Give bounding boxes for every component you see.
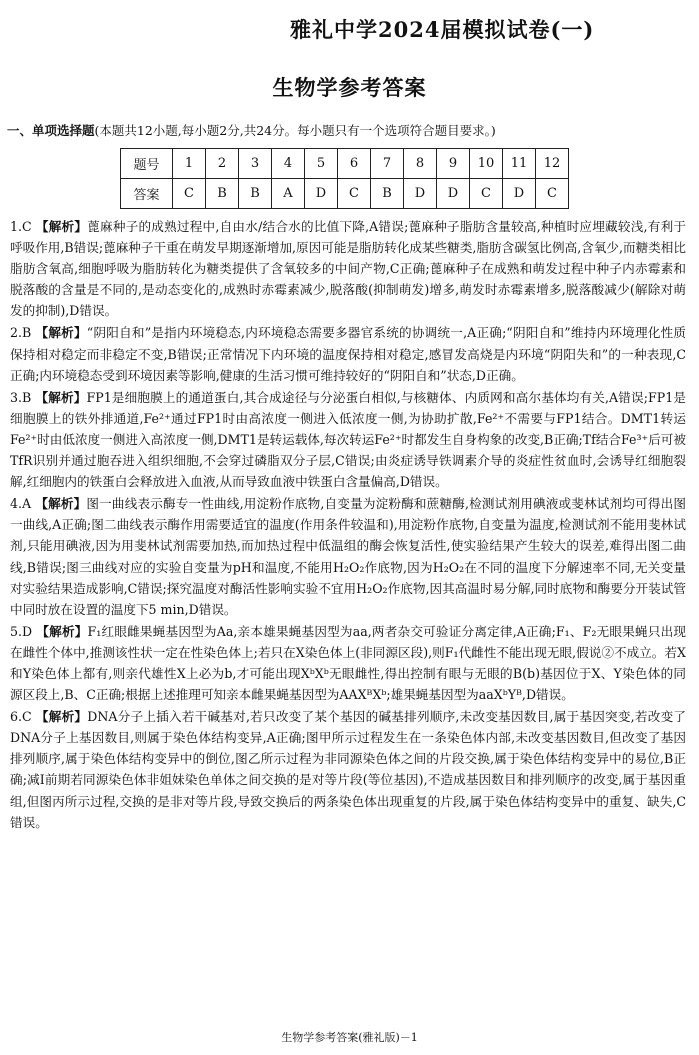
analysis-tag: 【解析】	[35, 325, 87, 341]
analysis-tag: 【解析】	[35, 496, 87, 512]
number-cell: 5	[305, 149, 338, 179]
section-instructions: (本题共12小题,每小题2分,共24分。每小题只有一个选项符合题目要求。)	[94, 123, 496, 138]
explanation-item-1	[10, 216, 686, 321]
item-prefix: 1.C	[10, 219, 32, 234]
item-prefix: 5.D	[10, 623, 33, 639]
analysis-tag: 【解析】	[35, 219, 88, 234]
number-cell: 3	[239, 149, 272, 179]
analysis-tag: 【解析】	[36, 623, 88, 639]
explanation-item-5	[10, 621, 686, 705]
answer-cell: B	[206, 179, 239, 209]
answer-cell: D	[305, 179, 338, 209]
item-text: 图一曲线表示酶专一性曲线,用淀粉作底物,自变量为淀粉酶和蔗糖酶,检测试剂用碘液或斐林试剂均可得出图一曲线,A正确;图二曲线表示酶作用需要适宜的温度(作用条件较温和),用淀粉作底物,自变量为温度,检测试剂不能用斐林试剂,只能用碘液,因为用斐林试剂需要加热,而加热过程中低温组的酶会恢复活性,使实验结果产生较大的误差,难得出图二曲线,B错误;图三曲线对应的实验自变量为pH和温度,不能用H₂O₂作底物,因为H₂O₂在不同的温度下分解速率不同,无关变量对实验结果造成影响,C错误;探究温度对酶活性影响实验不宜用H₂O₂作底物,因其高温时易分解,同时底物和酶要分开装试管中同时放在设置的温度下5 min,D错误。	[10, 496, 687, 617]
question-number-row	[121, 149, 569, 179]
answer-cell: D	[503, 179, 536, 209]
answer-row	[121, 179, 569, 209]
answer-cell: C	[173, 179, 206, 209]
item-prefix: 3.B	[10, 389, 32, 405]
item-text: 蓖麻种子的成熟过程中,自由水/结合水的比值下降,A错误;蓖麻种子脂肪含量较高,种植时应埋藏较浅,有利于呼吸作用,B错误;蓖麻种子干重在萌发早期逐渐增加,原因可能是脂肪转化成某些糖类,脂肪含碳氢比例高,含氧少,而糖类相比脂肪含氧高,细胞呼吸为脂肪转化为糖类提供了含氧较多的中间产物,C正确;蓖麻种子在成熟和萌发过程中种子内赤霉素和脱落酸的含量是不同的,是动态变化的,成熟时赤霉素减少,脱落酸(抑制萌发)增多,萌发时赤霉素增多,脱落酸减少(解除对萌发的抑制),D错误。	[10, 219, 686, 319]
answer-cell: C	[536, 179, 569, 209]
row-header-answer: 答案	[121, 179, 173, 209]
item-text: DNA分子上插入若干碱基对,若只改变了某个基因的碱基排列顺序,未改变基因数目,属于基因突变,若改变了DNA分子上基因数目,则属于染色体结构变异,A正确;图甲所示过程发生在一条染色体内部,未改变基因数目,但改变了基因排列顺序,属于染色体结构变异中的倒位,图乙所示过程为非同源染色体之间的片段交换,属于染色体结构变异中的易位,B正确;减Ⅰ前期若同源染色体非姐妹染色单体之间交换的是对等片段(等位基因),不造成基因数目和排列顺序的改变,属于基因重组,但图丙所示过程,交换的是非对等片段,导致交换后的两条染色体出现重复的片段,属于染色体结构变异中的重复、缺失,C错误。	[10, 709, 686, 830]
answer-cell: A	[272, 179, 305, 209]
number-cell: 2	[206, 149, 239, 179]
number-cell: 4	[272, 149, 305, 179]
number-cell: 8	[404, 149, 437, 179]
item-text: “阴阳自和”是指内环境稳态,内环境稳态需要多器官系统的协调统一,A正确;“阴阳自和”维持内环境理化性质保持相对稳定而非稳定不变,B错误;正常情况下内环境的温度保持相对稳定,感冒发高烧是内环境“阴阳失和”的一种表现,C正确;内环境稳态受到环境因素等影响,健康的生活习惯可维持较好的“阴阳自和”状态,D正确。	[10, 325, 686, 383]
answer-cell: C	[338, 179, 371, 209]
page-footer: 生物学参考答案(雅礼版)－1	[281, 1031, 418, 1044]
item-text: F₁红眼雌果蝇基因型为Aa,亲本雄果蝇基因型为aa,两者杂交可验证分离定律,A正确;F₁、F₂无眼果蝇只出现在雌性个体中,推测该性状一定在性染色体上;若只在X染色体上(非同源区段),则F₁代雌性不能出现无眼,假说②不成立。若X和Y染色体上都有,则亲代雄性X上必为b,才可能出现XᵇXᵇ无眼雌性,得出控制有眼与无眼的B(b)基因位于X、Y染色体的同源区段上,B、C正确;根据上述推理可知亲本雌果蝇基因型为AAXᴮXᵇ;雄果蝇基因型为aaXᵇYᴮ,D错误。	[10, 623, 687, 703]
number-cell: 6	[338, 149, 371, 179]
answer-cell: C	[470, 179, 503, 209]
answer-cell: D	[404, 179, 437, 209]
answer-cell: D	[437, 179, 470, 209]
number-cell: 9	[437, 149, 470, 179]
answer-cell: B	[239, 179, 272, 209]
number-cell: 11	[503, 149, 536, 179]
explanation-item-4	[10, 493, 686, 620]
explanation-item-6	[10, 706, 686, 833]
row-header-number: 题号	[121, 149, 173, 179]
answer-cell: B	[371, 179, 404, 209]
exam-title: 雅礼中学2024届模拟试卷(一)	[290, 17, 595, 42]
number-cell: 12	[536, 149, 569, 179]
item-prefix: 2.B	[10, 325, 32, 341]
explanation-item-2	[10, 322, 686, 385]
analysis-tag: 【解析】	[35, 709, 88, 725]
analysis-tag: 【解析】	[35, 389, 87, 405]
section-label: 一、单项选择题	[7, 123, 95, 138]
item-text: FP1是细胞膜上的通道蛋白,其合成途径与分泌蛋白相似,与核糖体、内质网和高尔基体均有关,A错误;FP1是细胞膜上的铁外排通道,Fe²⁺通过FP1时由高浓度一侧进入低浓度一侧,为协助扩散,Fe²⁺不需要与FP1结合。DMT1转运Fe²⁺时由低浓度一侧进入高浓度一侧,DMT1是转运载体,每次转运Fe²⁺时都发生自身构象的改变,B正确;Tf结合Fe³⁺后可被TfR识别并通过胞吞进入组织细胞,不会穿过磷脂双分子层,C错误;由炎症诱导铁调素介导的炎症性贫血时,会诱导红细胞裂解,红细胞内的铁蛋白会释放进入血液,从而导致血液中铁蛋白含量偏高,D错误。	[10, 389, 686, 490]
explanation-item-3	[10, 387, 686, 492]
answer-table	[120, 148, 569, 209]
item-prefix: 6.C	[10, 709, 32, 725]
explanation-list	[10, 216, 686, 834]
section-heading	[7, 121, 697, 139]
page-title: 生物学参考答案	[272, 76, 427, 100]
item-prefix: 4.A	[10, 496, 32, 512]
number-cell: 7	[371, 149, 404, 179]
number-cell: 1	[173, 149, 206, 179]
number-cell: 10	[470, 149, 503, 179]
